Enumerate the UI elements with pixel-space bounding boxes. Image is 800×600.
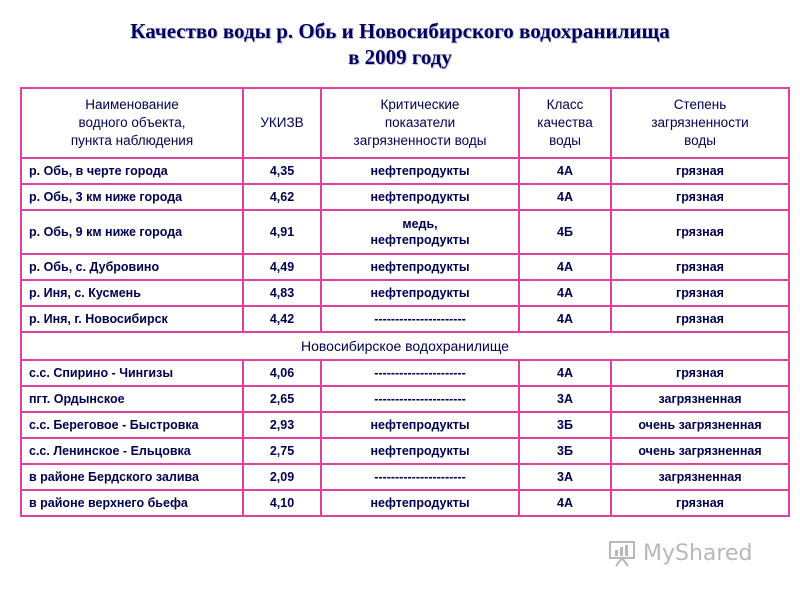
cell-critical: нефтепродукты bbox=[321, 254, 519, 280]
header-name: Наименование водного объекта, пункта наблюдения bbox=[21, 88, 243, 158]
header-ukizv: УКИЗВ bbox=[243, 88, 321, 158]
cell-degree: грязная bbox=[611, 280, 789, 306]
cell-name: р. Иня, с. Кусмень bbox=[21, 280, 243, 306]
table-row bbox=[21, 360, 789, 386]
watermark bbox=[607, 538, 752, 568]
cell-degree: грязная bbox=[611, 306, 789, 332]
table-row bbox=[21, 184, 789, 210]
table-row bbox=[21, 306, 789, 332]
cell-critical: ---------------------- bbox=[321, 360, 519, 386]
cell-degree: очень загрязненная bbox=[611, 438, 789, 464]
cell-name: в районе верхнего бьефа bbox=[21, 490, 243, 516]
cell-class: 4Б bbox=[519, 210, 611, 254]
cell-class: 4А bbox=[519, 360, 611, 386]
page-subtitle: в 2009 году bbox=[348, 45, 452, 69]
cell-class: 4А bbox=[519, 254, 611, 280]
cell-ukizv: 2,65 bbox=[243, 386, 321, 412]
cell-name: с.с. Спирино - Чингизы bbox=[21, 360, 243, 386]
cell-degree: грязная bbox=[611, 158, 789, 184]
cell-degree: грязная bbox=[611, 210, 789, 254]
header-degree: Степень загрязненности воды bbox=[611, 88, 789, 158]
table-row bbox=[21, 490, 789, 516]
cell-critical: нефтепродукты bbox=[321, 184, 519, 210]
cell-name: р. Обь, 3 км ниже города bbox=[21, 184, 243, 210]
cell-critical: нефтепродукты bbox=[321, 438, 519, 464]
header-critical: Критические показатели загрязненности воды bbox=[321, 88, 519, 158]
cell-name: р. Обь, 9 км ниже города bbox=[21, 210, 243, 254]
cell-class: 4А bbox=[519, 158, 611, 184]
watermark-text: MyShared bbox=[643, 540, 753, 566]
cell-class: 3Б bbox=[519, 438, 611, 464]
cell-critical: нефтепродукты bbox=[321, 280, 519, 306]
cell-name: р. Обь, с. Дубровино bbox=[21, 254, 243, 280]
table-row bbox=[21, 210, 789, 254]
cell-critical: ---------------------- bbox=[321, 306, 519, 332]
cell-ukizv: 4,62 bbox=[243, 184, 321, 210]
water-quality-table bbox=[20, 87, 790, 517]
header-row bbox=[21, 88, 789, 158]
cell-ukizv: 4,49 bbox=[243, 254, 321, 280]
section-row bbox=[21, 332, 789, 360]
table-row bbox=[21, 158, 789, 184]
cell-critical: ---------------------- bbox=[321, 464, 519, 490]
cell-name: в районе Бердского залива bbox=[21, 464, 243, 490]
cell-ukizv: 4,42 bbox=[243, 306, 321, 332]
cell-name: с.с. Ленинское - Ельцовка bbox=[21, 438, 243, 464]
cell-ukizv: 2,09 bbox=[243, 464, 321, 490]
table-row bbox=[21, 412, 789, 438]
table-row bbox=[21, 438, 789, 464]
cell-critical: нефтепродукты bbox=[321, 158, 519, 184]
cell-name: р. Обь, в черте города bbox=[21, 158, 243, 184]
section-title: Новосибирское водохранилище bbox=[21, 332, 789, 360]
table-row bbox=[21, 254, 789, 280]
cell-ukizv: 2,75 bbox=[243, 438, 321, 464]
header-class: Класс качества воды bbox=[519, 88, 611, 158]
cell-critical: ---------------------- bbox=[321, 386, 519, 412]
cell-degree: грязная bbox=[611, 360, 789, 386]
cell-class: 3А bbox=[519, 464, 611, 490]
cell-ukizv: 4,83 bbox=[243, 280, 321, 306]
cell-class: 3Б bbox=[519, 412, 611, 438]
cell-class: 4А bbox=[519, 280, 611, 306]
cell-degree: загрязненная bbox=[611, 464, 789, 490]
table-row bbox=[21, 464, 789, 490]
cell-name: пгт. Ордынское bbox=[21, 386, 243, 412]
cell-class: 3А bbox=[519, 386, 611, 412]
cell-class: 4А bbox=[519, 306, 611, 332]
cell-critical: нефтепродукты bbox=[321, 412, 519, 438]
cell-ukizv: 4,35 bbox=[243, 158, 321, 184]
cell-degree: грязная bbox=[611, 184, 789, 210]
cell-degree: грязная bbox=[611, 490, 789, 516]
cell-class: 4А bbox=[519, 184, 611, 210]
cell-degree: очень загрязненная bbox=[611, 412, 789, 438]
cell-name: р. Иня, г. Новосибирск bbox=[21, 306, 243, 332]
cell-degree: загрязненная bbox=[611, 386, 789, 412]
cell-ukizv: 4,91 bbox=[243, 210, 321, 254]
presentation-board-icon bbox=[607, 539, 637, 567]
cell-ukizv: 2,93 bbox=[243, 412, 321, 438]
cell-class: 4А bbox=[519, 490, 611, 516]
cell-ukizv: 4,06 bbox=[243, 360, 321, 386]
cell-ukizv: 4,10 bbox=[243, 490, 321, 516]
cell-critical: нефтепродукты bbox=[321, 490, 519, 516]
page-title: Качество воды р. Обь и Новосибирского водохранилища bbox=[130, 19, 670, 43]
table-row bbox=[21, 280, 789, 306]
cell-degree: грязная bbox=[611, 254, 789, 280]
cell-name: с.с. Береговое - Быстровка bbox=[21, 412, 243, 438]
cell-critical: медь, нефтепродукты bbox=[321, 210, 519, 254]
table-row bbox=[21, 386, 789, 412]
